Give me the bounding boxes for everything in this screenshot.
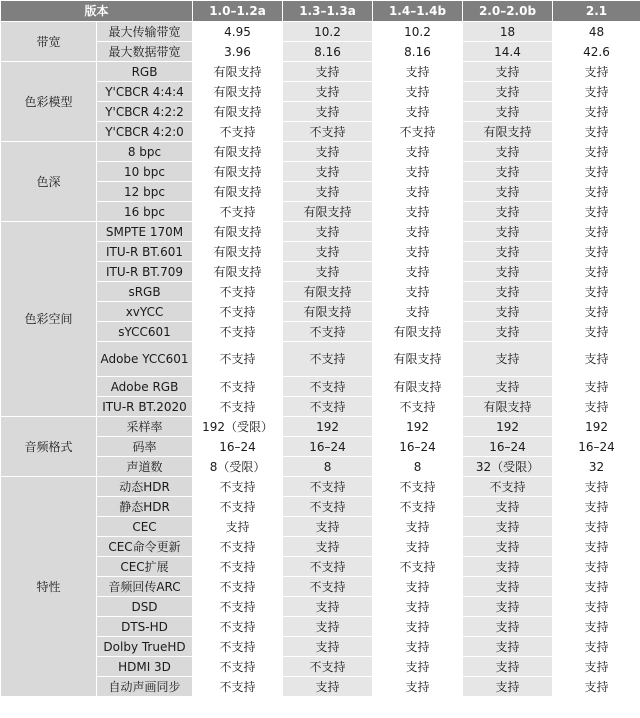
value-cell: 有限支持 xyxy=(193,142,283,162)
value-cell: 支持 xyxy=(463,142,553,162)
header-row xyxy=(1,1,640,22)
value-cell: 不支持 xyxy=(373,477,463,497)
value-cell: 不支持 xyxy=(193,122,283,142)
value-cell: 支持 xyxy=(283,242,373,262)
value-cell: 192 xyxy=(373,417,463,437)
table-row xyxy=(1,262,640,282)
table-header xyxy=(1,1,640,22)
row-label: HDMI 3D xyxy=(97,657,193,677)
value-cell: 支持 xyxy=(553,677,640,697)
value-cell: 支持 xyxy=(373,162,463,182)
table-row xyxy=(1,617,640,637)
value-cell: 192 xyxy=(463,417,553,437)
table-row xyxy=(1,142,640,162)
header-corner-version: 版本 xyxy=(1,1,193,22)
value-cell: 不支持 xyxy=(193,302,283,322)
value-cell: 支持 xyxy=(463,597,553,617)
value-cell: 支持 xyxy=(463,82,553,102)
value-cell: 支持 xyxy=(553,477,640,497)
group-label: 色彩模型 xyxy=(1,62,97,142)
value-cell: 支持 xyxy=(463,302,553,322)
row-label: sYCC601 xyxy=(97,322,193,342)
value-cell: 16–24 xyxy=(463,437,553,457)
value-cell: 支持 xyxy=(193,517,283,537)
group-label: 带宽 xyxy=(1,22,97,62)
value-cell: 支持 xyxy=(373,617,463,637)
value-cell: 支持 xyxy=(463,657,553,677)
row-label: Adobe YCC601 xyxy=(97,342,193,377)
value-cell: 支持 xyxy=(283,262,373,282)
value-cell: 有限支持 xyxy=(463,122,553,142)
value-cell: 支持 xyxy=(553,82,640,102)
value-cell: 支持 xyxy=(373,202,463,222)
value-cell: 32 xyxy=(553,457,640,477)
value-cell: 支持 xyxy=(283,62,373,82)
value-cell: 支持 xyxy=(553,62,640,82)
row-label: 10 bpc xyxy=(97,162,193,182)
table-row xyxy=(1,677,640,697)
value-cell: 支持 xyxy=(283,182,373,202)
row-label: Y'CBCR 4:2:0 xyxy=(97,122,193,142)
value-cell: 有限支持 xyxy=(283,282,373,302)
value-cell: 支持 xyxy=(553,162,640,182)
row-label: CEC命令更新 xyxy=(97,537,193,557)
table-row xyxy=(1,557,640,577)
value-cell: 支持 xyxy=(373,182,463,202)
value-cell: 14.4 xyxy=(463,42,553,62)
header-version-1: 1.0–1.2a xyxy=(193,1,283,22)
value-cell: 不支持 xyxy=(283,122,373,142)
value-cell: 192（受限） xyxy=(193,417,283,437)
table-row xyxy=(1,162,640,182)
value-cell: 10.2 xyxy=(283,22,373,42)
row-label: DSD xyxy=(97,597,193,617)
value-cell: 支持 xyxy=(553,242,640,262)
table-row xyxy=(1,457,640,477)
value-cell: 有限支持 xyxy=(193,242,283,262)
value-cell: 支持 xyxy=(553,537,640,557)
value-cell: 不支持 xyxy=(193,537,283,557)
table-row xyxy=(1,477,640,497)
row-label: Y'CBCR 4:2:2 xyxy=(97,102,193,122)
value-cell: 支持 xyxy=(553,657,640,677)
value-cell: 不支持 xyxy=(283,397,373,417)
table-row xyxy=(1,537,640,557)
value-cell: 不支持 xyxy=(193,637,283,657)
value-cell: 支持 xyxy=(463,677,553,697)
table-row xyxy=(1,242,640,262)
group-label: 色深 xyxy=(1,142,97,222)
value-cell: 支持 xyxy=(373,142,463,162)
row-label: 8 bpc xyxy=(97,142,193,162)
value-cell: 支持 xyxy=(463,557,553,577)
value-cell: 支持 xyxy=(463,62,553,82)
value-cell: 支持 xyxy=(553,302,640,322)
value-cell: 支持 xyxy=(553,397,640,417)
header-version-3: 1.4–1.4b xyxy=(373,1,463,22)
value-cell: 支持 xyxy=(553,377,640,397)
row-label: 采样率 xyxy=(97,417,193,437)
header-version-5: 2.1 xyxy=(553,1,640,22)
row-label: 最大传输带宽 xyxy=(97,22,193,42)
row-label: 音频回传ARC xyxy=(97,577,193,597)
value-cell: 支持 xyxy=(463,162,553,182)
value-cell: 不支持 xyxy=(193,657,283,677)
value-cell: 支持 xyxy=(463,102,553,122)
row-label: 静态HDR xyxy=(97,497,193,517)
value-cell: 不支持 xyxy=(193,282,283,302)
row-label: Dolby TrueHD xyxy=(97,637,193,657)
value-cell: 8.16 xyxy=(283,42,373,62)
value-cell: 支持 xyxy=(283,142,373,162)
value-cell: 支持 xyxy=(283,222,373,242)
value-cell: 支持 xyxy=(553,557,640,577)
value-cell: 不支持 xyxy=(193,342,283,377)
table-row xyxy=(1,282,640,302)
row-label: sRGB xyxy=(97,282,193,302)
value-cell: 有限支持 xyxy=(373,342,463,377)
value-cell: 3.96 xyxy=(193,42,283,62)
row-label: 码率 xyxy=(97,437,193,457)
value-cell: 42.6 xyxy=(553,42,640,62)
value-cell: 支持 xyxy=(553,497,640,517)
value-cell: 有限支持 xyxy=(193,162,283,182)
value-cell: 支持 xyxy=(283,517,373,537)
value-cell: 支持 xyxy=(463,222,553,242)
value-cell: 不支持 xyxy=(193,557,283,577)
value-cell: 支持 xyxy=(373,577,463,597)
value-cell: 支持 xyxy=(463,577,553,597)
table-row xyxy=(1,437,640,457)
value-cell: 不支持 xyxy=(193,377,283,397)
row-label: 声道数 xyxy=(97,457,193,477)
value-cell: 不支持 xyxy=(193,397,283,417)
value-cell: 支持 xyxy=(463,617,553,637)
table-row xyxy=(1,22,640,42)
value-cell: 支持 xyxy=(373,222,463,242)
value-cell: 支持 xyxy=(373,262,463,282)
value-cell: 支持 xyxy=(463,517,553,537)
table-row xyxy=(1,322,640,342)
value-cell: 支持 xyxy=(463,282,553,302)
value-cell: 支持 xyxy=(373,62,463,82)
row-label: 动态HDR xyxy=(97,477,193,497)
value-cell: 支持 xyxy=(283,597,373,617)
value-cell: 支持 xyxy=(283,102,373,122)
row-label: 自动声画同步 xyxy=(97,677,193,697)
value-cell: 支持 xyxy=(463,242,553,262)
row-label: ITU-R BT.601 xyxy=(97,242,193,262)
row-label: CEC xyxy=(97,517,193,537)
value-cell: 不支持 xyxy=(193,497,283,517)
value-cell: 支持 xyxy=(283,162,373,182)
row-label: SMPTE 170M xyxy=(97,222,193,242)
value-cell: 支持 xyxy=(373,677,463,697)
value-cell: 不支持 xyxy=(283,577,373,597)
value-cell: 有限支持 xyxy=(193,182,283,202)
table-row xyxy=(1,122,640,142)
value-cell: 32（受限） xyxy=(463,457,553,477)
row-label: Y'CBCR 4:4:4 xyxy=(97,82,193,102)
value-cell: 不支持 xyxy=(193,577,283,597)
value-cell: 支持 xyxy=(553,637,640,657)
value-cell: 不支持 xyxy=(193,477,283,497)
value-cell: 支持 xyxy=(553,517,640,537)
value-cell: 支持 xyxy=(373,517,463,537)
group-label: 特性 xyxy=(1,477,97,697)
table-row xyxy=(1,182,640,202)
value-cell: 支持 xyxy=(463,202,553,222)
table-row xyxy=(1,657,640,677)
value-cell: 支持 xyxy=(373,102,463,122)
row-label: CEC扩展 xyxy=(97,557,193,577)
value-cell: 支持 xyxy=(553,617,640,637)
value-cell: 有限支持 xyxy=(193,222,283,242)
row-label: ITU-R BT.2020 xyxy=(97,397,193,417)
value-cell: 支持 xyxy=(553,282,640,302)
row-label: ITU-R BT.709 xyxy=(97,262,193,282)
value-cell: 16–24 xyxy=(373,437,463,457)
value-cell: 支持 xyxy=(553,342,640,377)
table-row xyxy=(1,597,640,617)
value-cell: 支持 xyxy=(553,322,640,342)
value-cell: 支持 xyxy=(553,597,640,617)
table-body xyxy=(1,22,640,697)
value-cell: 支持 xyxy=(553,102,640,122)
value-cell: 有限支持 xyxy=(193,262,283,282)
row-label: RGB xyxy=(97,62,193,82)
value-cell: 支持 xyxy=(373,637,463,657)
value-cell: 支持 xyxy=(553,262,640,282)
header-version-4: 2.0–2.0b xyxy=(463,1,553,22)
value-cell: 支持 xyxy=(553,142,640,162)
table-row xyxy=(1,417,640,437)
value-cell: 48 xyxy=(553,22,640,42)
value-cell: 有限支持 xyxy=(283,202,373,222)
value-cell: 不支持 xyxy=(193,202,283,222)
value-cell: 支持 xyxy=(553,577,640,597)
value-cell: 不支持 xyxy=(373,397,463,417)
value-cell: 8 xyxy=(283,457,373,477)
value-cell: 有限支持 xyxy=(373,322,463,342)
table-row xyxy=(1,302,640,322)
table-row xyxy=(1,577,640,597)
value-cell: 8.16 xyxy=(373,42,463,62)
value-cell: 8（受限） xyxy=(193,457,283,477)
value-cell: 支持 xyxy=(283,637,373,657)
value-cell: 18 xyxy=(463,22,553,42)
group-label: 色彩空间 xyxy=(1,222,97,417)
value-cell: 支持 xyxy=(283,677,373,697)
value-cell: 16–24 xyxy=(193,437,283,457)
value-cell: 支持 xyxy=(463,322,553,342)
row-label: 最大数据带宽 xyxy=(97,42,193,62)
value-cell: 有限支持 xyxy=(193,62,283,82)
value-cell: 不支持 xyxy=(283,322,373,342)
value-cell: 不支持 xyxy=(283,497,373,517)
value-cell: 支持 xyxy=(283,537,373,557)
table-row xyxy=(1,637,640,657)
value-cell: 支持 xyxy=(463,377,553,397)
value-cell: 支持 xyxy=(373,242,463,262)
value-cell: 支持 xyxy=(463,342,553,377)
table-row xyxy=(1,62,640,82)
table-row xyxy=(1,222,640,242)
value-cell: 不支持 xyxy=(373,557,463,577)
value-cell: 不支持 xyxy=(283,377,373,397)
value-cell: 支持 xyxy=(463,497,553,517)
value-cell: 支持 xyxy=(463,537,553,557)
row-label: Adobe RGB xyxy=(97,377,193,397)
value-cell: 支持 xyxy=(373,302,463,322)
value-cell: 不支持 xyxy=(193,597,283,617)
value-cell: 支持 xyxy=(373,597,463,617)
value-cell: 支持 xyxy=(553,122,640,142)
table-row xyxy=(1,202,640,222)
table-row xyxy=(1,517,640,537)
table-row xyxy=(1,497,640,517)
value-cell: 支持 xyxy=(463,182,553,202)
value-cell: 支持 xyxy=(373,82,463,102)
value-cell: 不支持 xyxy=(373,497,463,517)
value-cell: 支持 xyxy=(463,637,553,657)
table-row xyxy=(1,377,640,397)
row-label: 16 bpc xyxy=(97,202,193,222)
value-cell: 不支持 xyxy=(283,657,373,677)
value-cell: 192 xyxy=(553,417,640,437)
value-cell: 不支持 xyxy=(373,122,463,142)
row-label: DTS-HD xyxy=(97,617,193,637)
group-label: 音频格式 xyxy=(1,417,97,477)
table-row xyxy=(1,82,640,102)
value-cell: 不支持 xyxy=(193,322,283,342)
value-cell: 192 xyxy=(283,417,373,437)
value-cell: 8 xyxy=(373,457,463,477)
value-cell: 有限支持 xyxy=(193,82,283,102)
table-row xyxy=(1,42,640,62)
value-cell: 支持 xyxy=(373,282,463,302)
value-cell: 16–24 xyxy=(553,437,640,457)
value-cell: 不支持 xyxy=(463,477,553,497)
row-label: 12 bpc xyxy=(97,182,193,202)
value-cell: 有限支持 xyxy=(193,102,283,122)
value-cell: 支持 xyxy=(553,202,640,222)
value-cell: 支持 xyxy=(463,262,553,282)
value-cell: 4.95 xyxy=(193,22,283,42)
value-cell: 支持 xyxy=(553,182,640,202)
header-version-2: 1.3–1.3a xyxy=(283,1,373,22)
value-cell: 不支持 xyxy=(193,677,283,697)
table-row xyxy=(1,342,640,377)
value-cell: 支持 xyxy=(283,82,373,102)
value-cell: 支持 xyxy=(373,537,463,557)
value-cell: 支持 xyxy=(283,617,373,637)
value-cell: 有限支持 xyxy=(373,377,463,397)
value-cell: 不支持 xyxy=(283,477,373,497)
table-row xyxy=(1,102,640,122)
value-cell: 不支持 xyxy=(193,617,283,637)
row-label: xvYCC xyxy=(97,302,193,322)
value-cell: 不支持 xyxy=(283,342,373,377)
value-cell: 有限支持 xyxy=(283,302,373,322)
value-cell: 支持 xyxy=(553,222,640,242)
value-cell: 支持 xyxy=(373,657,463,677)
value-cell: 16–24 xyxy=(283,437,373,457)
value-cell: 有限支持 xyxy=(463,397,553,417)
value-cell: 不支持 xyxy=(283,557,373,577)
table-row xyxy=(1,397,640,417)
value-cell: 10.2 xyxy=(373,22,463,42)
